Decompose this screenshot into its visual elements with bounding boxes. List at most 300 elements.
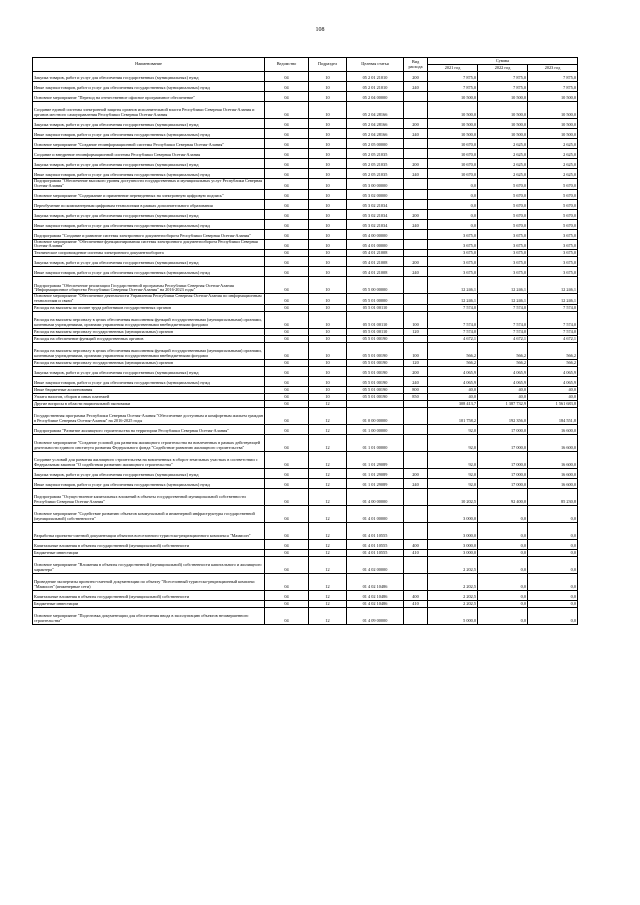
- cell-y3: 16 600,0: [528, 478, 578, 488]
- cell-name: Закупка товаров, работ и услуг для обеспечения государственных (муниципальных) нужд: [33, 209, 265, 219]
- cell-y1: 7 875,0: [428, 82, 478, 92]
- cell-vid: [404, 92, 428, 102]
- cell-vid: 240: [404, 376, 428, 386]
- cell-vid: [404, 434, 428, 451]
- table-row: [33, 250, 578, 257]
- table-row: [33, 478, 578, 488]
- cell-y3: 16 600,0: [528, 451, 578, 468]
- cell-y2: 4 672,1: [478, 335, 528, 342]
- cell-ved: 04: [265, 149, 309, 159]
- cell-y3: 5 670,0: [528, 199, 578, 209]
- cell-y2: 10 500,0: [478, 129, 528, 139]
- cell-pod: 12: [309, 607, 347, 624]
- table-header: [33, 58, 578, 72]
- cell-ved: 04: [265, 294, 309, 305]
- cell-ved: 04: [265, 376, 309, 386]
- cell-name: Бюджетные инвестиции: [33, 549, 265, 556]
- cell-cel: 05 5 01 00110: [347, 328, 404, 335]
- cell-name: Расходы на выплаты персоналу в целях обеспечения выполнения функций государственными (муниципальными) органами, казенными учреждениями, органами управления государственными внебюджетными фондами: [33, 311, 265, 328]
- cell-pod: 12: [309, 407, 347, 424]
- cell-name: Капитальные вложения в объекты государственной (муниципальной) собственности: [33, 590, 265, 600]
- cell-pod: 12: [309, 600, 347, 607]
- cell-cel: 01 1 01 00000: [347, 434, 404, 451]
- cell-y3: 0,0: [528, 573, 578, 590]
- cell-y3: 5 670,0: [528, 209, 578, 219]
- cell-vid: 850: [404, 393, 428, 400]
- cell-cel: 05 2 05 21035: [347, 169, 404, 179]
- table-row: [33, 102, 578, 119]
- cell-y1: 5 000,0: [428, 607, 478, 624]
- cell-y1: 0,0: [428, 209, 478, 219]
- cell-y1: 7 574,0: [428, 328, 478, 335]
- table-row: [33, 539, 578, 549]
- cell-ved: 04: [265, 72, 309, 82]
- cell-cel: 05 2 04 28166: [347, 129, 404, 139]
- header-year-2022: 2022 год: [478, 65, 528, 72]
- cell-cel: 05 5 00 00000: [347, 277, 404, 294]
- cell-pod: 12: [309, 590, 347, 600]
- cell-ved: 04: [265, 424, 309, 434]
- cell-y3: 4 065,9: [528, 376, 578, 386]
- cell-cel: 05 3 02 21034: [347, 199, 404, 209]
- cell-ved: 04: [265, 257, 309, 267]
- cell-pod: 10: [309, 149, 347, 159]
- cell-ved: 04: [265, 366, 309, 376]
- table-row: [33, 451, 578, 468]
- cell-y2: 7 574,0: [478, 304, 528, 311]
- cell-vid: [404, 229, 428, 239]
- cell-cel: 05 3 02 21034: [347, 219, 404, 229]
- cell-y1: 10 670,0: [428, 139, 478, 149]
- table-row: [33, 277, 578, 294]
- cell-ved: 04: [265, 229, 309, 239]
- cell-y2: 0,0: [478, 600, 528, 607]
- cell-name: Подпрограмма "Обеспечение высокого уровня доступности государственных и муниципальных услуг Республики Северная Осетия-Алания": [33, 179, 265, 190]
- cell-vid: [404, 277, 428, 294]
- cell-y3: 5 670,0: [528, 179, 578, 190]
- cell-name: Уплата налогов, сборов и иных платежей: [33, 393, 265, 400]
- cell-ved: 04: [265, 250, 309, 257]
- cell-vid: [404, 505, 428, 522]
- cell-name: Подпрограмма "Создание и развитие системы электронного документооборота Республики Северная Осетия-Алания": [33, 229, 265, 239]
- cell-name: Капитальные вложения в объекты государственной (муниципальной) собственности: [33, 539, 265, 549]
- cell-y2: 0,0: [478, 607, 528, 624]
- cell-y2: 2 625,0: [478, 149, 528, 159]
- cell-y2: 0,0: [478, 539, 528, 549]
- cell-y3: 0,0: [528, 590, 578, 600]
- cell-pod: 10: [309, 335, 347, 342]
- cell-y1: 12 246,1: [428, 294, 478, 305]
- table-row: [33, 72, 578, 82]
- cell-y1: 0,0: [428, 199, 478, 209]
- cell-vid: 240: [404, 129, 428, 139]
- header-sums: Суммы: [428, 58, 578, 65]
- cell-y2: 17 000,0: [478, 468, 528, 478]
- cell-y3: 12 246,1: [528, 277, 578, 294]
- cell-vid: 200: [404, 257, 428, 267]
- cell-vid: 240: [404, 169, 428, 179]
- cell-name: Основное мероприятие "Подготовка документации для обеспечения ввода в эксплуатацию объектов незавершенного строительства": [33, 607, 265, 624]
- cell-pod: 10: [309, 359, 347, 366]
- cell-y3: 7 574,0: [528, 304, 578, 311]
- cell-y1: 0,0: [428, 219, 478, 229]
- cell-y1: 2 202,5: [428, 590, 478, 600]
- table-row: [33, 590, 578, 600]
- cell-y3: 10 500,0: [528, 119, 578, 129]
- cell-name: Подпрограмма "Развитие жилищного строительства на территории Республики Северная Осетия-Алания": [33, 424, 265, 434]
- cell-name: Основное мероприятие "Обеспечение функционирования системы электронного документооборота Республики Северная Осетия-Алания": [33, 239, 265, 250]
- cell-y3: 5 670,0: [528, 219, 578, 229]
- table-row: [33, 239, 578, 250]
- cell-cel: 01 4 00 00000: [347, 488, 404, 505]
- cell-cel: 05 5 01 00000: [347, 294, 404, 305]
- header-name: Наименование: [33, 58, 265, 72]
- cell-y1: 0,0: [428, 179, 478, 190]
- cell-name: Основное мероприятие "Вложения в объекты государственной (муниципальной) собственности капитального и жилищного характера": [33, 556, 265, 573]
- cell-cel: 05 5 01 00110: [347, 304, 404, 311]
- cell-y3: 0,0: [528, 600, 578, 607]
- cell-y2: 10 500,0: [478, 92, 528, 102]
- cell-ved: 04: [265, 400, 309, 407]
- cell-y1: 40,0: [428, 393, 478, 400]
- header-pod: Подраздел: [309, 58, 347, 72]
- cell-y3: 3 675,0: [528, 257, 578, 267]
- cell-name: Бюджетные инвестиции: [33, 600, 265, 607]
- cell-cel: 05 2 04 28166: [347, 119, 404, 129]
- cell-pod: 12: [309, 539, 347, 549]
- cell-name: Основное мероприятие "Обеспечение деятельности Управления Республики Северная Осетия-Алания по информационным технологиям и связи": [33, 294, 265, 305]
- cell-y3: 7 574,0: [528, 328, 578, 335]
- cell-y3: 566,2: [528, 359, 578, 366]
- cell-y2: 2 625,0: [478, 139, 528, 149]
- cell-ved: 04: [265, 102, 309, 119]
- cell-y2: 566,2: [478, 359, 528, 366]
- cell-y2: 92 400,0: [478, 488, 528, 505]
- cell-y1: 10 500,0: [428, 92, 478, 102]
- table-row: [33, 82, 578, 92]
- table-row: [33, 488, 578, 505]
- cell-y1: 3 675,0: [428, 257, 478, 267]
- table-row: [33, 209, 578, 219]
- table-row: [33, 607, 578, 624]
- cell-y3: 3 675,0: [528, 250, 578, 257]
- table-row: [33, 549, 578, 556]
- table-row: [33, 342, 578, 359]
- cell-vid: [404, 239, 428, 250]
- cell-ved: 04: [265, 342, 309, 359]
- header-year-2021: 2021 год: [428, 65, 478, 72]
- cell-ved: 04: [265, 434, 309, 451]
- cell-y1: 2 202,5: [428, 573, 478, 590]
- cell-ved: 04: [265, 189, 309, 199]
- table-row: [33, 556, 578, 573]
- cell-name: Закупка товаров, работ и услуг для обеспечения государственных (муниципальных) нужд: [33, 72, 265, 82]
- cell-vid: [404, 400, 428, 407]
- cell-y3: 10 500,0: [528, 102, 578, 119]
- cell-y1: 4 065,9: [428, 366, 478, 376]
- cell-y2: 7 574,0: [478, 311, 528, 328]
- cell-y2: 10 500,0: [478, 102, 528, 119]
- cell-y2: 10 500,0: [478, 119, 528, 129]
- cell-y2: 17 000,0: [478, 424, 528, 434]
- cell-cel: 05 4 01 21008: [347, 267, 404, 277]
- cell-vid: 400: [404, 590, 428, 600]
- cell-vid: 120: [404, 328, 428, 335]
- cell-pod: 10: [309, 386, 347, 393]
- cell-y2: 3 675,0: [478, 267, 528, 277]
- cell-pod: 10: [309, 72, 347, 82]
- cell-cel: 05 4 01 21008: [347, 257, 404, 267]
- cell-pod: 10: [309, 159, 347, 169]
- cell-cel: 05 2 05 00000: [347, 139, 404, 149]
- cell-y2: 0,0: [478, 556, 528, 573]
- cell-cel: 01 1 01 29089: [347, 468, 404, 478]
- cell-vid: [404, 488, 428, 505]
- cell-y3: 3 675,0: [528, 229, 578, 239]
- header-year-2023: 2023 год: [528, 65, 578, 72]
- cell-pod: 12: [309, 451, 347, 468]
- cell-y3: 12 246,1: [528, 294, 578, 305]
- table-row: [33, 219, 578, 229]
- table-row: [33, 92, 578, 102]
- cell-name: Закупка товаров, работ и услуг для обеспечения государственных (муниципальных) нужд: [33, 366, 265, 376]
- cell-ved: 04: [265, 478, 309, 488]
- cell-cel: 05 4 01 00000: [347, 239, 404, 250]
- cell-cel: 05 5 01 00190: [347, 342, 404, 359]
- table-row: [33, 257, 578, 267]
- cell-y3: 4 672,1: [528, 335, 578, 342]
- cell-y3: 7 875,0: [528, 82, 578, 92]
- cell-y2: 4 065,9: [478, 376, 528, 386]
- cell-pod: 10: [309, 209, 347, 219]
- cell-y1: 10 500,0: [428, 119, 478, 129]
- table-body: [33, 72, 578, 625]
- cell-y2: 5 670,0: [478, 209, 528, 219]
- cell-y1: 10 500,0: [428, 102, 478, 119]
- cell-vid: [404, 304, 428, 311]
- cell-cel: 01 4 01 10555: [347, 539, 404, 549]
- cell-y1: 10 670,0: [428, 149, 478, 159]
- cell-ved: 04: [265, 488, 309, 505]
- cell-y2: 3 675,0: [478, 257, 528, 267]
- cell-name: Другие вопросы в области национальной экономики: [33, 400, 265, 407]
- cell-y3: 10 500,0: [528, 92, 578, 102]
- table-row: [33, 400, 578, 407]
- cell-y3: 16 600,0: [528, 468, 578, 478]
- cell-name: Основное мероприятие "Содействие развитию объектов коммунальной и инженерной инфраструктуры государственной (муниципальной) собственности": [33, 505, 265, 522]
- cell-name: Расходы на выплаты персоналу в целях обеспечения выполнения функций государственными (муниципальными) органами, казенными учреждениями, органами управления государственными внебюджетными фондами: [33, 342, 265, 359]
- cell-y2: 40,0: [478, 386, 528, 393]
- cell-name: Закупка товаров, работ и услуг для обеспечения государственных (муниципальных) нужд: [33, 468, 265, 478]
- cell-vid: [404, 335, 428, 342]
- cell-y3: 7 875,0: [528, 72, 578, 82]
- cell-pod: 10: [309, 139, 347, 149]
- cell-cel: 05 5 01 00190: [347, 359, 404, 366]
- cell-y1: 3 000,0: [428, 522, 478, 539]
- cell-vid: 100: [404, 342, 428, 359]
- cell-cel: 01 4 01 00000: [347, 505, 404, 522]
- cell-y1: 7 875,0: [428, 72, 478, 82]
- cell-name: Расходы на обеспечение функций государственных органов: [33, 335, 265, 342]
- cell-y2: 17 000,0: [478, 451, 528, 468]
- cell-vid: [404, 139, 428, 149]
- cell-vid: 240: [404, 267, 428, 277]
- cell-y1: 3 000,0: [428, 539, 478, 549]
- cell-name: Закупка товаров, работ и услуг для обеспечения государственных (муниципальных) нужд: [33, 159, 265, 169]
- cell-pod: 10: [309, 267, 347, 277]
- cell-pod: 10: [309, 328, 347, 335]
- cell-y2: 5 670,0: [478, 219, 528, 229]
- cell-y1: 10 202,5: [428, 488, 478, 505]
- cell-name: Переобучение по компьютерным цифровым технологиям в рамках дополнительного образования: [33, 199, 265, 209]
- cell-cel: 05 5 01 00190: [347, 335, 404, 342]
- cell-pod: 12: [309, 522, 347, 539]
- cell-vid: 800: [404, 386, 428, 393]
- cell-name: Проведение экспертизы проектно-сметной документации по объекту "Всесезонный туристско-рекреационный комплекс "Мамисон" (инженерные сети): [33, 573, 265, 590]
- cell-y2: 5 670,0: [478, 179, 528, 190]
- cell-y2: 40,0: [478, 393, 528, 400]
- table-row: [33, 522, 578, 539]
- cell-pod: 12: [309, 488, 347, 505]
- cell-y1: 566,2: [428, 342, 478, 359]
- cell-y1: 3 675,0: [428, 229, 478, 239]
- header-cel: Целевая статья: [347, 58, 404, 72]
- cell-pod: 10: [309, 366, 347, 376]
- cell-ved: 04: [265, 393, 309, 400]
- table-row: [33, 149, 578, 159]
- cell-pod: 10: [309, 169, 347, 179]
- cell-y1: 566,2: [428, 359, 478, 366]
- cell-cel: 01 4 09 00000: [347, 607, 404, 624]
- cell-y1: 10 500,0: [428, 129, 478, 139]
- cell-name: Разработка проектно-сметной документации объектов всесезонного туристско-рекреационного комплекса "Мамисон": [33, 522, 265, 539]
- cell-pod: 10: [309, 239, 347, 250]
- cell-y1: 4 065,9: [428, 376, 478, 386]
- cell-cel: [347, 400, 404, 407]
- cell-vid: 100: [404, 311, 428, 328]
- table-row: [33, 468, 578, 478]
- cell-y2: 3 675,0: [478, 229, 528, 239]
- cell-cel: 01 0 00 00000: [347, 407, 404, 424]
- cell-name: Иные закупки товаров, работ и услуг для обеспечения государственных (муниципальных) нужд: [33, 219, 265, 229]
- cell-name: Создание единой системы электронной защиты органов исполнительной власти Республики Северная Осетия-Алания и органов местного самоуправления Республики Северная Осетия-Алания: [33, 102, 265, 119]
- cell-ved: 04: [265, 335, 309, 342]
- cell-ved: 04: [265, 219, 309, 229]
- cell-y3: 0,0: [528, 607, 578, 624]
- cell-cel: 05 3 02 00000: [347, 189, 404, 199]
- cell-y3: 184 551,8: [528, 407, 578, 424]
- cell-vid: [404, 556, 428, 573]
- cell-pod: 12: [309, 549, 347, 556]
- cell-y2: 5 670,0: [478, 199, 528, 209]
- cell-name: Основное мероприятие "Содержание и применение переведенных на электронную цифровую подпись": [33, 189, 265, 199]
- cell-ved: 04: [265, 505, 309, 522]
- cell-pod: 10: [309, 92, 347, 102]
- cell-y2: 0,0: [478, 573, 528, 590]
- cell-pod: 10: [309, 277, 347, 294]
- cell-pod: 10: [309, 257, 347, 267]
- table-row: [33, 328, 578, 335]
- cell-name: Основное мероприятие "Переход на отечественное офисное программное обеспечение": [33, 92, 265, 102]
- header-vid: Вид расхода: [404, 58, 428, 72]
- table-row: [33, 376, 578, 386]
- cell-vid: [404, 451, 428, 468]
- cell-name: Иные закупки товаров, работ и услуг для обеспечения государственных (муниципальных) нужд: [33, 478, 265, 488]
- cell-cel: 01 1 01 29089: [347, 478, 404, 488]
- cell-cel: 05 3 02 21034: [347, 209, 404, 219]
- cell-cel: 05 2 01 21010: [347, 72, 404, 82]
- cell-vid: [404, 102, 428, 119]
- cell-ved: 04: [265, 82, 309, 92]
- cell-name: Иные закупки товаров, работ и услуг для обеспечения государственных (муниципальных) нужд: [33, 82, 265, 92]
- cell-ved: 04: [265, 539, 309, 549]
- cell-y2: 192 356,0: [478, 407, 528, 424]
- cell-vid: 410: [404, 549, 428, 556]
- cell-pod: 10: [309, 376, 347, 386]
- cell-y3: 40,0: [528, 393, 578, 400]
- cell-name: Создание условий для развития жилищного строительства на вовлеченных в оборот земельных участках в соответствии с Федеральным законом "О содействии развитию жилищного строительства": [33, 451, 265, 468]
- cell-y2: 3 675,0: [478, 250, 528, 257]
- cell-y1: 3 675,0: [428, 239, 478, 250]
- cell-ved: 04: [265, 573, 309, 590]
- cell-vid: 240: [404, 219, 428, 229]
- cell-name: Иные закупки товаров, работ и услуг для обеспечения государственных (муниципальных) нужд: [33, 376, 265, 386]
- cell-cel: 01 4 02 00000: [347, 556, 404, 573]
- cell-vid: [404, 179, 428, 190]
- cell-y3: 40,0: [528, 386, 578, 393]
- table-row: [33, 159, 578, 169]
- cell-vid: 200: [404, 119, 428, 129]
- cell-y1: 92,0: [428, 468, 478, 478]
- cell-cel: 05 5 01 00190: [347, 386, 404, 393]
- cell-name: Основное мероприятие "Создание геоинформационной системы Республики Северная Осетия-Алания": [33, 139, 265, 149]
- cell-y3: 7 574,0: [528, 311, 578, 328]
- cell-y1: 2 202,5: [428, 556, 478, 573]
- cell-y1: 92,0: [428, 451, 478, 468]
- cell-vid: 240: [404, 478, 428, 488]
- table-row: [33, 573, 578, 590]
- cell-ved: 04: [265, 119, 309, 129]
- cell-y1: 7 574,0: [428, 311, 478, 328]
- cell-pod: 10: [309, 294, 347, 305]
- cell-y1: 92,0: [428, 478, 478, 488]
- cell-y2: 12 246,1: [478, 277, 528, 294]
- cell-name: Закупка товаров, работ и услуг для обеспечения государственных (муниципальных) нужд: [33, 119, 265, 129]
- table-row: [33, 407, 578, 424]
- cell-vid: [404, 189, 428, 199]
- cell-cel: 05 2 01 21010: [347, 82, 404, 92]
- table-row: [33, 366, 578, 376]
- cell-pod: 12: [309, 505, 347, 522]
- cell-y3: 2 625,0: [528, 149, 578, 159]
- cell-y2: 0,0: [478, 505, 528, 522]
- cell-vid: [404, 407, 428, 424]
- cell-name: Подпрограмма "Обеспечение реализации Государственной программы Республики Северная Осетия-Алания "Информационное общество Республики Северная Осетия-Алания" на 2016-2023 годы": [33, 277, 265, 294]
- cell-name: Расходы на выплаты персоналу государственных (муниципальных) органов: [33, 359, 265, 366]
- cell-vid: [404, 149, 428, 159]
- cell-name: Иные закупки товаров, работ и услуг для обеспечения государственных (муниципальных) нужд: [33, 129, 265, 139]
- cell-y3: 85 230,8: [528, 488, 578, 505]
- cell-y1: 12 246,1: [428, 277, 478, 294]
- cell-name: Создание и внедрение геоинформационной системы Республики Северная Осетия-Алания: [33, 149, 265, 159]
- cell-y3: 0,0: [528, 539, 578, 549]
- cell-y3: 1 561 683,8: [528, 400, 578, 407]
- cell-y2: 4 065,9: [478, 366, 528, 376]
- cell-vid: 410: [404, 600, 428, 607]
- cell-cel: 01 4 02 10486: [347, 573, 404, 590]
- cell-y1: 7 574,0: [428, 304, 478, 311]
- table-row: [33, 600, 578, 607]
